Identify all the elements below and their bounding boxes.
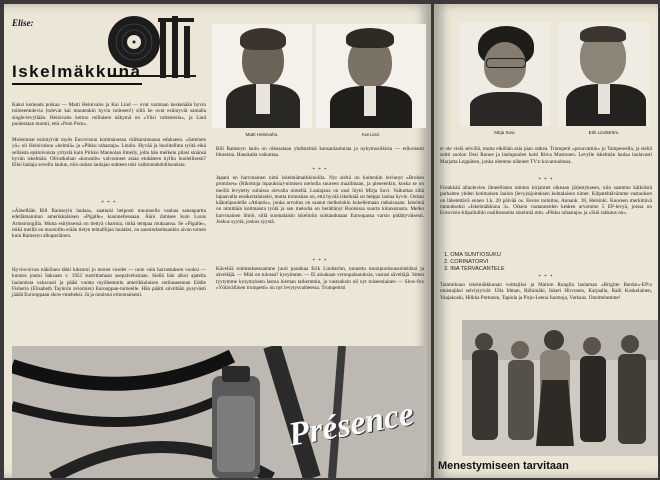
col2-paragraph-1: Bill Ramseyn laulu on oikeastaan yhdistelmä kansanlauluista ja nykymusiikista — erikoisesti bluesista. Hauskalta vaikuttaa. [216, 146, 424, 159]
presence-advertisement [12, 346, 424, 478]
masthead-title: Iskelmäkkuna [12, 62, 142, 85]
answer-list-item-1: 1. OMA SUNTIOSUKU [444, 252, 501, 258]
col2-paragraph-3: Käveliiä toimituksessamme juuri paraikaa Erik Lindström, tunnettu monipuolisuusmiehiksi ja säveltäjä. — Mitä on tulossa? kysyimme. — Ei ainakaan veronpalautuksia, vastasi säveltäjä. Sitten tyytymme kysymyksen lastua hieman tarkemmin, ja vastauksin oli nyt toiseenlainen — Slow-fox »Yötävällinen trumpetti» on nyt levytysvaiheessa. Trumpetisti [216, 266, 424, 291]
left-page [4, 4, 431, 478]
col2-paragraph-2: Japani on harvinainen nimi iskelmämarkkinoilla. Nyt sieltä on kuitenkin levinnyt »Broken promises» (Rikottuja lupauksia)-nimisen melodia suureen maailmaan, ja pieneenkin, koska se on meillä levytetty suluissa olevalla nimellä. Laulajana on uusi löytö Mirja Suvi. Vaikuttaa sillä lupaavalta ensikertalaiselsi, mutta toruushan on, että hyvää iskelmää on helppo laulaa hyvin. Onhan kääntöpuolella »Atlantis», jonka arvoitus on saanut melkeinkin kokeilemaan ratkaisuaan. Iskelmä on nimittäin kotimaista työtä ja sen melodia on herättänyt Ruotsissa suurta kiinnostusta. Melko harvinainen ilmiö, sillä suomalaisin iskelmiin suhtaudutaan Euroopassa varsin pidättyväisesti. Joskus syyttä, joskus syystä. [216, 175, 424, 226]
right-paragraph-3: Tammikuun iskelmäikkunan voittajiksi ja Marion Runglin laulaman »Brigitte Bardot»-EP:n omistajiksi selviytyivät: Ulla Idman, Riihimäki, Inkeri Hirvonen, Karjaalla, Raili Koskelainen, Vaajakoski, Hilkka Puttonen, Tapiola ja Pirjo-Leena Juomoja, Varkaus. Onnittelumme! [440, 282, 652, 301]
photo-kai-lind [316, 24, 426, 128]
bottom-headline: Menestymiseen tarvitaan [438, 460, 569, 472]
answer-list-item-2: 2. CORINATORVI [444, 259, 489, 265]
caption-kai: Kai Lind. [362, 132, 380, 137]
photo-mirja-suvi [460, 22, 550, 126]
answer-list [444, 252, 644, 273]
answer-list-item-3: 3. INA TERVACANTELE [444, 266, 505, 272]
right-separator-1: * * * [538, 178, 554, 183]
caption-mirja: Mirja Suvi. [494, 130, 516, 135]
photo-group-scene [462, 320, 658, 456]
caption-erik: Erik Lindström. [588, 130, 620, 135]
col1-separator-1: * * * [101, 201, 117, 206]
col2-separator-1: * * * [312, 168, 328, 173]
group-scene-art [462, 320, 658, 456]
right-paragraph-2: Fistakkää allaolevien ilmeellisten nimien kirjaimet oikeaan järjestykseen, niin saamme kätköistä parhaiten yhden kotimaisen laulun (levy)sijoituksen kohtalaisen nimet. Kilpatehtävämme vastaukset on lähetettävä ennen 1.k. 20 päivää os. Eevan toimitus, Annank. 18, Helsinki. Kuoreen merkittävä tunnukseksi »Iskelmäkkuna 3». Oikein vastanneiden kesken arvomme 5 EP-levyä, joissa on Eurovisio-kilpailuihin osallistuneita iskelmiä mm. »Pikku rahastaja» ja »Sitä rakkaus on». [440, 185, 652, 217]
caption-matti: Matti Heinivaho. [245, 132, 279, 137]
photo-matti-heinivaho [212, 24, 312, 128]
ad-brand-text: Présence [285, 395, 417, 454]
masthead-kicker: Elise: [12, 18, 34, 28]
right-paragraph-1: ei ole vielä selvillä, mutta eiköhän asia pian ratkea. Trumpetti »pruuvattiin» jo Tampereella, ja sieltä soitti soolon Ossi Runne ja laulupuolen hoiti Ritva Mustonen. Levylle iskelmän laulaa laulavasti Marjatta Leppänen, jonka olemme nähneet TV:n kuvaruudussa. [440, 146, 652, 165]
masthead [8, 6, 208, 96]
photo-erik-lindstrom [558, 22, 650, 126]
col1-paragraph-2: Molemmat esiintyivät myös Eurovision kotimaisessa välikarsinnassa edukseen. »Sateinen yö» oli Heinivahon »helmiä» ja »Pikku rahastaja» Lindin. Hyvää ja huolitellutu työtä eikä sellaista epätoivoista yritystä kuin Pirkko Mannolan ilmeily, jolla hän melkein pilasi sinänsä hyvän iskelmän. Olivatkohan »konsulit» valvonneet asiaa etukäteen kyllin huolellisesti? Ellei laulaja sovellu laulun, niin onhan laulajan suhteen toki vaihtomahdollisuuksia. [12, 137, 206, 169]
right-separator-2: * * * [538, 275, 554, 280]
col1-paragraph-4: Hyvinvoivan näköinen tähti lukeutui jo monet vuodet — noin vain harrastuksen vuoksi — kunnes joutui Saksaan v. 1952 suorittamaan asepalvelustaan. Siellä hän alkoi ajatella laulamista vakavasti ja pääsi vuotta myöhemmin amerikkalaisen sotilasaseman Eddie Fisherin (Elisabeth Taylorin aviomies) Eurooppan-turneelle. Hän päätti siivittään pysyvästi jäädä Eurooppaan show-mieheksi. Jä ja onnistui erinomaisesti. [12, 267, 206, 299]
right-page [434, 4, 658, 478]
col1-paragraph-1: Kaksi komeata poikaa — Matti Heinivaho ja Kai Lind — ovat varmaan keskenään hyvin toimeentulevia (tulevat kai muutenkin hyvin toimeen!) sillä he ovat esiintyvät samalla single-levyllään. Heinivaho kertoo millaisen näkymä on »Viisi valtameria», ja Lind puolestaan tuumii, että »Pom Pom». [12, 102, 206, 127]
col1-paragraph-3: »Äänellään Bill Ramseyin laulaa», saattaisi helposti muunnella vanhaa sananpartta edellämainitun amerikkalaisen »Pigalle» kuunnellessaan. Ääni rämisee kuin Louis Armstrongilla. Mutta esityksessä on tiettyä charmia, mikä tempaa mukaansa. Se »Pigalle», mikä meillä on muotoiltu erään tietyn tehtaillijan laulaksi, on sanoitukseltaankin aivan toinen kuin Ramseyn alkuperäinen. [12, 208, 206, 240]
col2-separator-2: * * * [312, 259, 328, 264]
